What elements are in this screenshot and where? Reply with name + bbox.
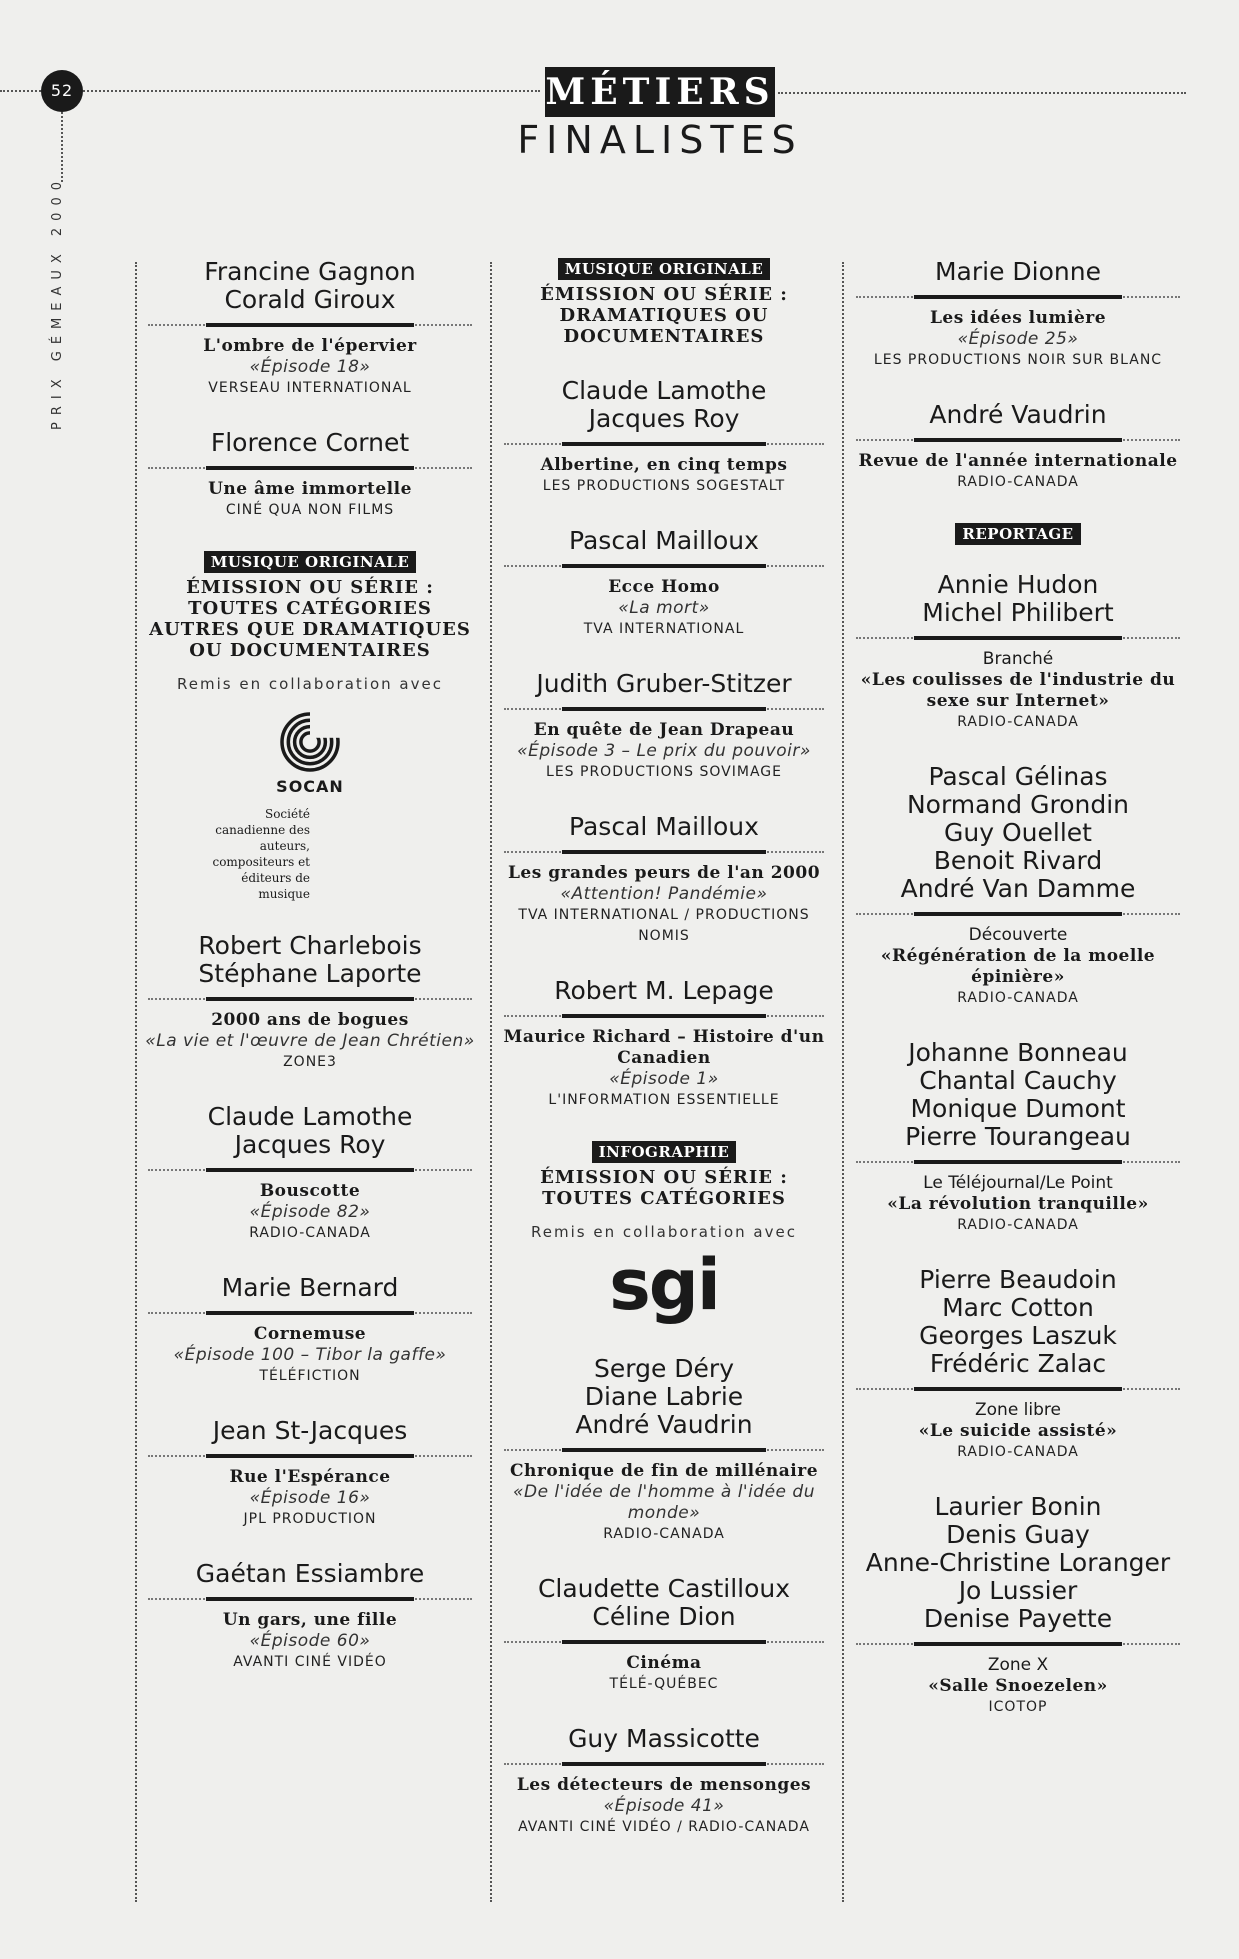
- finalist-name: Robert Charlebois: [198, 931, 422, 960]
- finalist-entry: [496, 813, 832, 947]
- episode-title: «Épisode 60»: [249, 1631, 371, 1651]
- solid-rule: [914, 1160, 1121, 1164]
- finalist-name: Gaétan Essiambre: [195, 1559, 425, 1588]
- column-rule-3: [842, 262, 844, 1902]
- program-name: Zone X: [987, 1655, 1049, 1675]
- production-company: TVA INTERNATIONAL: [583, 621, 745, 637]
- program-name: Découverte: [968, 925, 1068, 945]
- finalist-entry: [496, 977, 832, 1111]
- finalist-name: Marie Bernard: [221, 1273, 399, 1302]
- finalist-entry: [496, 1575, 832, 1695]
- program-title: «Salle Snoezelen»: [928, 1676, 1108, 1696]
- production-company: L'INFORMATION ESSENTIELLE: [548, 1092, 780, 1108]
- finalist-name: Claude Lamothe: [561, 376, 767, 405]
- production-company: CINÉ QUA NON FILMS: [225, 502, 395, 518]
- category-badge: MUSIQUE ORIGINALE: [204, 551, 417, 573]
- entry-separator: [856, 433, 1180, 445]
- finalist-entry: [496, 1725, 832, 1838]
- entry-separator: [148, 1449, 472, 1461]
- program-title: Les idées lumière: [929, 308, 1107, 328]
- entry-separator: [856, 1382, 1180, 1394]
- entry-separator: [504, 702, 824, 714]
- program-title: «Les coulisses de l'industrie du sexe sur Internet»: [860, 670, 1176, 711]
- program-name: Branché: [982, 649, 1054, 669]
- solid-rule: [914, 295, 1121, 299]
- production-company: JPL PRODUCTION: [243, 1511, 377, 1527]
- entry-separator: [504, 1635, 824, 1647]
- finalist-name: Marie Dionne: [934, 257, 1101, 286]
- finalist-name: Guy Massicotte: [568, 1724, 760, 1753]
- finalist-name: Pascal Mailloux: [569, 526, 759, 555]
- category-title: ÉMISSION OU SÉRIE : TOUTES CATÉGORIES: [540, 1167, 788, 1209]
- episode-title: «Épisode 16»: [249, 1488, 371, 1508]
- solid-rule: [206, 997, 413, 1001]
- solid-rule: [206, 466, 413, 470]
- finalist-name: Judith Gruber-Stitzer: [536, 669, 792, 698]
- finalist-entry: [140, 1417, 480, 1530]
- finalist-names: [496, 377, 832, 433]
- finalist-name: Monique Dumont: [910, 1094, 1126, 1123]
- entry-separator: [856, 631, 1180, 643]
- socan-logo-text: SOCAN: [276, 777, 344, 796]
- entry-separator: [856, 1637, 1180, 1649]
- solid-rule: [562, 707, 767, 711]
- category-badge: REPORTAGE: [955, 523, 1080, 545]
- production-company: ICOTOP: [988, 1699, 1048, 1715]
- production-company: LES PRODUCTIONS SOVIMAGE: [546, 764, 782, 780]
- program-title: «Régénération de la moelle épinière»: [880, 946, 1156, 987]
- solid-rule: [206, 1597, 413, 1601]
- finalist-name: Jacques Roy: [234, 1130, 386, 1159]
- production-company: LES PRODUCTIONS NOIR SUR BLANC: [873, 352, 1163, 368]
- program-title: Rue l'Espérance: [229, 1467, 391, 1487]
- finalist-entry: [140, 429, 480, 521]
- category-section: [496, 1141, 832, 1325]
- finalist-names: [848, 1493, 1188, 1633]
- entry-separator: [856, 1155, 1180, 1167]
- episode-title: «Épisode 18»: [249, 357, 371, 377]
- production-company: RADIO-CANADA: [957, 714, 1079, 730]
- production-company: RADIO-CANADA: [957, 1444, 1079, 1460]
- entry-separator: [504, 1757, 824, 1769]
- finalist-names: [140, 1274, 480, 1302]
- finalist-name: André Vaudrin: [929, 400, 1107, 429]
- finalist-names: [848, 763, 1188, 903]
- column-1: [140, 258, 480, 1703]
- entry-separator: [504, 1009, 824, 1021]
- finalist-name: Denise Payette: [923, 1604, 1113, 1633]
- finalist-names: [140, 258, 480, 314]
- finalist-names: [496, 1725, 832, 1753]
- entry-separator: [148, 461, 472, 473]
- episode-title: «Épisode 82»: [249, 1202, 371, 1222]
- sponsor-credit: Remis en collaboration avec: [177, 675, 443, 693]
- finalist-name: Claude Lamothe: [207, 1102, 413, 1131]
- column-rule-1: [135, 262, 137, 1902]
- episode-title: «La mort»: [618, 598, 710, 618]
- finalist-names: [496, 527, 832, 555]
- finalist-entry: [848, 1039, 1188, 1236]
- program-title: Chronique de fin de millénaire: [509, 1461, 819, 1481]
- finalist-name: Diane Labrie: [584, 1382, 744, 1411]
- finalist-name: Annie Hudon: [937, 570, 1099, 599]
- finalist-name: André Vaudrin: [575, 1410, 753, 1439]
- finalist-names: [848, 1039, 1188, 1151]
- entry-separator: [856, 907, 1180, 919]
- finalist-names: [140, 1417, 480, 1445]
- program-title: Maurice Richard – Histoire d'un Canadien: [503, 1027, 825, 1068]
- socan-logo: [250, 707, 370, 796]
- production-company: VERSEAU INTERNATIONAL: [208, 380, 412, 396]
- program-title: Revue de l'année internationale: [858, 451, 1178, 471]
- episode-title: «Attention! Pandémie»: [560, 884, 768, 904]
- finalist-entry: [140, 1560, 480, 1673]
- column-rule-2: [490, 262, 492, 1902]
- solid-rule: [914, 636, 1121, 640]
- solid-rule: [562, 442, 767, 446]
- solid-rule: [914, 912, 1121, 916]
- program-name: Zone libre: [975, 1400, 1061, 1420]
- finalist-entry: [140, 1103, 480, 1244]
- production-company: RADIO-CANADA: [957, 990, 1079, 1006]
- entry-separator: [504, 845, 824, 857]
- program-title: Les détecteurs de mensonges: [516, 1775, 812, 1795]
- finalist-entry: [496, 1355, 832, 1545]
- program-title: «La révolution tranquille»: [887, 1194, 1149, 1214]
- production-company: RADIO-CANADA: [957, 474, 1079, 490]
- episode-title: «La vie et l'œuvre de Jean Chrétien»: [145, 1031, 475, 1051]
- solid-rule: [206, 323, 413, 327]
- finalist-entry: [496, 527, 832, 640]
- socan-logo-icon: [275, 707, 345, 777]
- category-section: [496, 258, 832, 347]
- finalist-name: Marc Cotton: [942, 1293, 1094, 1322]
- finalist-entry: [496, 377, 832, 497]
- finalist-entry: [848, 401, 1188, 493]
- solid-rule: [914, 1387, 1121, 1391]
- production-company: AVANTI CINÉ VIDÉO / RADIO-CANADA: [518, 1819, 810, 1835]
- entry-separator: [148, 1592, 472, 1604]
- entry-separator: [504, 437, 824, 449]
- episode-title: «De l'idée de l'homme à l'idée du monde»: [512, 1482, 815, 1523]
- entry-separator: [856, 290, 1180, 302]
- entry-separator: [148, 1163, 472, 1175]
- solid-rule: [562, 1448, 767, 1452]
- finalist-name: Guy Ouellet: [944, 818, 1092, 847]
- program-name: Le Téléjournal/Le Point: [923, 1173, 1113, 1193]
- program-title: Un gars, une fille: [222, 1610, 398, 1630]
- production-company: RADIO-CANADA: [957, 1217, 1079, 1233]
- finalist-names: [496, 813, 832, 841]
- entry-separator: [504, 1443, 824, 1455]
- episode-title: «Épisode 25»: [957, 329, 1079, 349]
- entry-separator: [504, 559, 824, 571]
- finalist-names: [496, 1575, 832, 1631]
- solid-rule: [562, 1640, 767, 1644]
- category-section: [140, 551, 480, 902]
- episode-title: «Épisode 1»: [609, 1069, 719, 1089]
- socan-description: Société canadienne des auteurs, compositeurs et éditeurs de musique: [212, 807, 310, 901]
- finalist-name: Céline Dion: [592, 1602, 736, 1631]
- finalist-names: [848, 258, 1188, 286]
- finalist-entry: [848, 1266, 1188, 1463]
- solid-rule: [562, 564, 767, 568]
- finalist-name: Pierre Beaudoin: [919, 1265, 1117, 1294]
- program-title: Les grandes peurs de l'an 2000: [507, 863, 821, 883]
- finalist-names: [848, 1266, 1188, 1378]
- entry-separator: [148, 1306, 472, 1318]
- production-company: ZONE3: [283, 1054, 337, 1070]
- finalist-name: Serge Déry: [594, 1354, 734, 1383]
- sponsor-credit: Remis en collaboration avec: [531, 1223, 797, 1241]
- finalist-entry: [140, 1274, 480, 1387]
- finalist-name: Anne-Christine Loranger: [865, 1548, 1171, 1577]
- top-rule-right: [778, 92, 1186, 94]
- finalist-entry: [848, 571, 1188, 733]
- finalist-name: Francine Gagnon: [204, 257, 416, 286]
- finalist-entry: [140, 932, 480, 1073]
- entry-separator: [148, 318, 472, 330]
- section-heading: MÉTIERS: [545, 67, 775, 117]
- finalist-name: Chantal Cauchy: [919, 1066, 1117, 1095]
- finalist-names: [140, 1103, 480, 1159]
- solid-rule: [914, 438, 1121, 442]
- solid-rule: [562, 850, 767, 854]
- finalist-name: Pierre Tourangeau: [905, 1122, 1131, 1151]
- finalist-name: Florence Cornet: [210, 428, 410, 457]
- finalist-name: Claudette Castilloux: [537, 1574, 791, 1603]
- program-title: Ecce Homo: [608, 577, 720, 597]
- production-company: AVANTI CINÉ VIDÉO: [233, 1654, 387, 1670]
- finalist-name: Corald Giroux: [224, 285, 396, 314]
- finalist-name: Pascal Gélinas: [928, 762, 1108, 791]
- finalist-entry: [496, 670, 832, 783]
- program-title: Une âme immortelle: [208, 479, 412, 499]
- program-title: «Le suicide assisté»: [918, 1421, 1118, 1441]
- finalist-name: Jean St-Jacques: [212, 1416, 408, 1445]
- category-badge: MUSIQUE ORIGINALE: [558, 258, 771, 280]
- finalist-names: [140, 932, 480, 988]
- production-company: TÉLÉFICTION: [259, 1368, 361, 1384]
- finalist-name: Laurier Bonin: [934, 1492, 1102, 1521]
- production-company: TÉLÉ-QUÉBEC: [609, 1676, 719, 1692]
- solid-rule: [206, 1454, 413, 1458]
- solid-rule: [206, 1311, 413, 1315]
- production-company: RADIO-CANADA: [249, 1225, 371, 1241]
- category-badge: INFOGRAPHIE: [592, 1141, 737, 1163]
- episode-title: «Épisode 100 – Tibor la gaffe»: [173, 1345, 447, 1365]
- finalist-name: Robert M. Lepage: [554, 976, 774, 1005]
- finalist-name: Jo Lussier: [958, 1576, 1078, 1605]
- category-title: ÉMISSION OU SÉRIE : TOUTES CATÉGORIES AUTRES QUE DRAMATIQUES OU DOCUMENTAIRES: [149, 577, 471, 661]
- finalist-names: [140, 429, 480, 457]
- finalist-names: [140, 1560, 480, 1588]
- solid-rule: [206, 1168, 413, 1172]
- finalist-entry: [848, 1493, 1188, 1718]
- episode-title: «Épisode 41»: [603, 1796, 725, 1816]
- finalist-names: [496, 977, 832, 1005]
- finalist-names: [848, 401, 1188, 429]
- finalist-entry: [140, 258, 480, 399]
- episode-title: «Épisode 3 – Le prix du pouvoir»: [517, 741, 811, 761]
- finalist-names: [496, 670, 832, 698]
- entry-separator: [148, 992, 472, 1004]
- production-company: LES PRODUCTIONS SOGESTALT: [542, 478, 786, 494]
- finalist-names: [848, 571, 1188, 627]
- program-title: 2000 ans de bogues: [211, 1010, 409, 1030]
- finalist-name: Denis Guay: [946, 1520, 1090, 1549]
- program-title: Cinéma: [626, 1653, 702, 1673]
- category-section: [848, 523, 1188, 545]
- solid-rule: [562, 1014, 767, 1018]
- finalist-name: Stéphane Laporte: [198, 959, 422, 988]
- production-company: RADIO-CANADA: [603, 1526, 725, 1542]
- program-title: En quête de Jean Drapeau: [533, 720, 795, 740]
- solid-rule: [914, 1642, 1121, 1646]
- finalist-name: Georges Laszuk: [919, 1321, 1117, 1350]
- program-title: Albertine, en cinq temps: [540, 455, 788, 475]
- finalist-name: Frédéric Zalac: [929, 1349, 1107, 1378]
- program-title: Bouscotte: [259, 1181, 361, 1201]
- category-title: ÉMISSION OU SÉRIE : DRAMATIQUES OU DOCUMENTAIRES: [540, 284, 788, 347]
- sgi-logo: sgi: [609, 1244, 719, 1326]
- program-title: Cornemuse: [253, 1324, 367, 1344]
- side-caption: PRIX GÉMEAUX 2000: [50, 175, 65, 430]
- page-number-badge: 52: [41, 70, 83, 112]
- finalist-entry: [848, 258, 1188, 371]
- solid-rule: [562, 1762, 767, 1766]
- production-company: TVA INTERNATIONAL / PRODUCTIONS NOMIS: [518, 907, 810, 944]
- finalist-name: Pascal Mailloux: [569, 812, 759, 841]
- finalist-name: Johanne Bonneau: [908, 1038, 1128, 1067]
- finalist-names: [496, 1355, 832, 1439]
- finalist-name: Benoit Rivard: [933, 846, 1103, 875]
- section-subheading: FINALISTES: [517, 118, 803, 162]
- column-2: [496, 258, 832, 1868]
- finalist-name: Normand Grondin: [906, 790, 1130, 819]
- finalist-name: Michel Philibert: [922, 598, 1114, 627]
- finalist-name: André Van Damme: [900, 874, 1136, 903]
- finalist-name: Jacques Roy: [588, 404, 740, 433]
- program-title: L'ombre de l'épervier: [203, 336, 417, 356]
- column-3: [848, 258, 1188, 1748]
- finalist-entry: [848, 763, 1188, 1009]
